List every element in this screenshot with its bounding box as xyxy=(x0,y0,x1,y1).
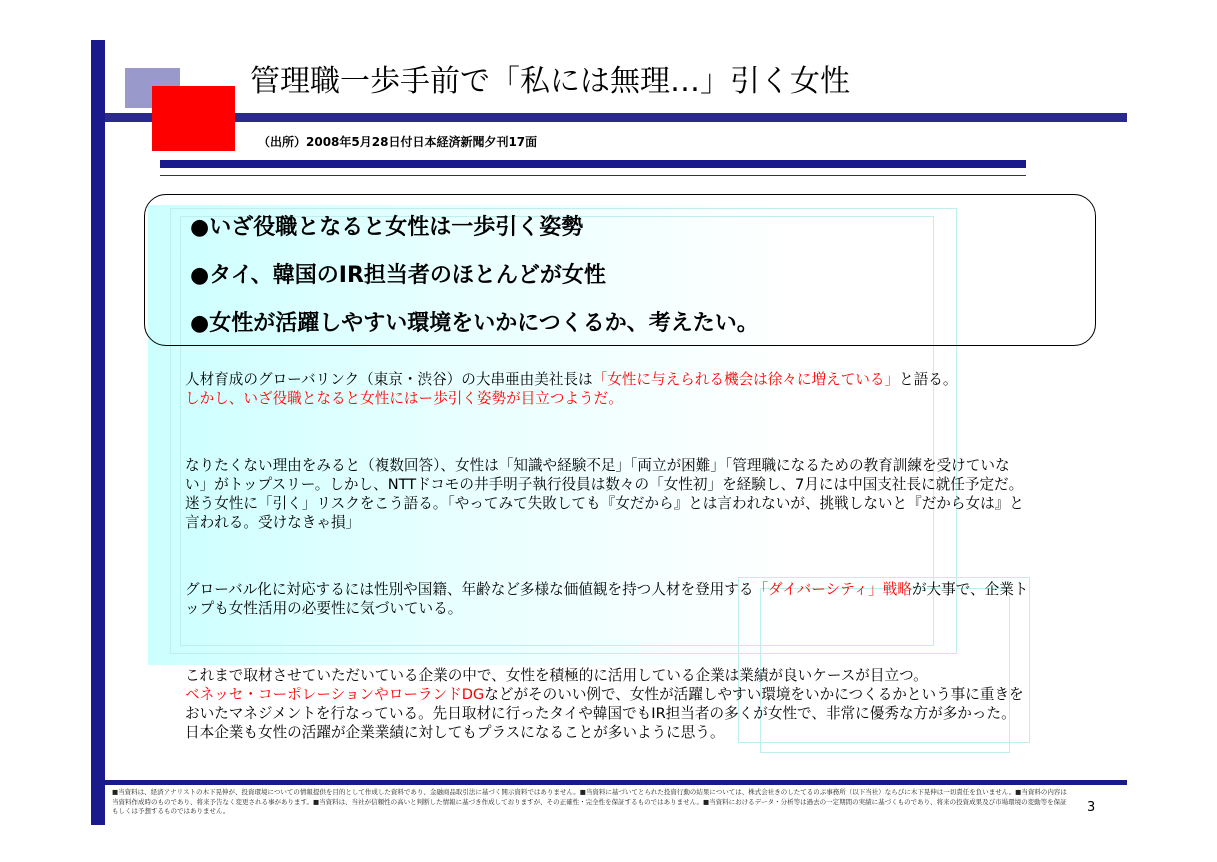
source-rule-thin xyxy=(160,175,1026,176)
left-accent-bar xyxy=(91,40,105,825)
summary-bullet: ●女性が活躍しやすい環境をいかにつくるか、考えたい。 xyxy=(190,311,759,336)
paragraph-4 xyxy=(185,666,1030,742)
paragraph-3 xyxy=(185,580,1030,618)
paragraph-text: と語る。 xyxy=(899,371,958,388)
highlighted-quote: 「女性に与えられる機会は徐々に増えている」 xyxy=(592,371,900,388)
paragraph-text: 人材育成のグローバリンク（東京・渋谷）の大串亜由美社長は xyxy=(185,371,593,388)
title-underline xyxy=(105,113,1127,122)
paragraph-text: グローバル化に対応するには性別や国籍、年齢など多様な価値観を持つ人材を登用する xyxy=(185,581,754,598)
highlighted-companies: ベネッセ・コーポレーションやローランドDG xyxy=(185,686,485,703)
footer-rule xyxy=(105,780,1127,785)
page-number: 3 xyxy=(1087,800,1096,815)
paragraph-text: が大事で、企業トップも女性活用の必要性に気づいている。 xyxy=(185,581,1029,617)
highlighted-term: 「ダイバーシティ」戦略 xyxy=(753,581,912,598)
highlighted-text: しかし、いざ役職となると女性にはー歩引く姿勢が目立つようだ。 xyxy=(185,390,623,407)
title-decoration-red-square xyxy=(152,86,235,151)
paragraph-1 xyxy=(185,370,1030,408)
source-citation: （出所）2008年5月28日付日本経済新聞夕刊17面 xyxy=(258,135,538,149)
disclaimer-text: ■当資料は、経済アナリストの木下晃伸が、投資環境についての情報提供を目的として作成した資料であり、金融商品取引法に基づく開示資料ではありません。■当資料に基づいてとられた投資行動の結果については、株式会社きのしたてるのぶ事務所（以下当社）ならびに木下晃伸は一切責任を負いません。■当資料の内容は当資料作成時のものであり、将来予告なく変更される事があります。■当資料は、当社が信頼性の高いと判断した情報に基づき作成しておりますが、その正確性・完全性を保証するものではありません。■当資料におけるデータ・分析等は過去の一定期間の実績に基づくものであり、将来の投資成果及び市場環境の変動等を保証もしくは予想するものではありません。 xyxy=(112,788,1067,815)
source-rule-thick xyxy=(160,160,1026,168)
summary-bullet: ●いざ役職となると女性は一歩引く姿勢 xyxy=(190,215,584,240)
paragraph-text: などがそのいい例で、女性が活躍しやすい環境をいかにつくるかという事に重きをおいたマネジメントを行なっている。先日取材に行ったタイや韓国でもIR担当者の多くが女性で、非常に優秀な方が多かった。日本企業も女性の活躍が企業業績に対してもプラスになることが多いように思う。 xyxy=(185,686,1024,741)
paragraph-2: なりたくない理由をみると（複数回答）、女性は「知識や経験不足」「両立が困難」「管理職になるための教育訓練を受けていない」がトップスリー。しかし、NTTドコモの井手明子執行役員は数々の「女性初」を経験し、7月には中国支社長に就任予定だ。迷う女性に「引く」リスクをこう語る。「やってみて失敗しても『女だから』とは言われないが、挑戦しないと『だから女は』と言われる。受けなきゃ損」 xyxy=(185,457,1024,531)
summary-bullet: ●タイ、韓国のIR担当者のほとんどが女性 xyxy=(190,263,606,288)
slide-title: 管理職一歩手前で「私には無理…」引く女性 xyxy=(250,64,850,99)
paragraph-text: これまで取材させていただいている企業の中で、女性を積極的に活用している企業は業績が良いケースが目立つ。 xyxy=(185,667,928,684)
